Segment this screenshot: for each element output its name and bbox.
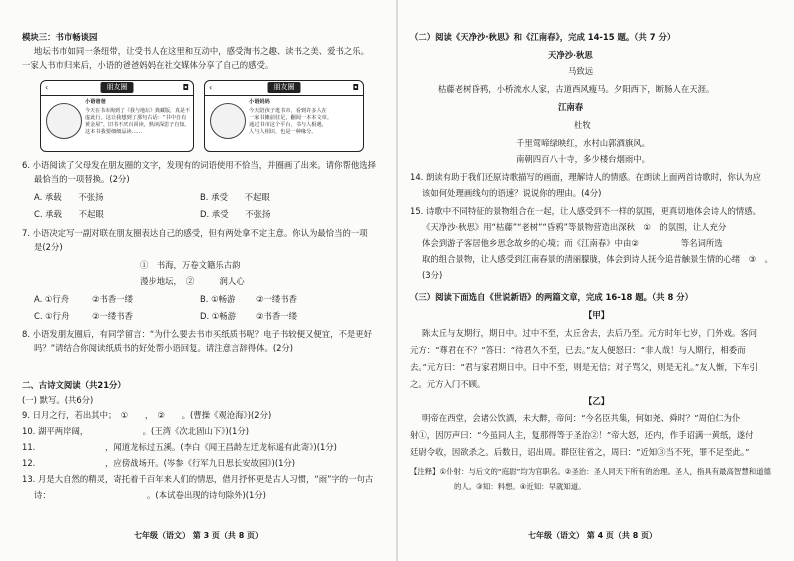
card-author: 小语妈妈	[249, 99, 270, 105]
poem2-author: 杜牧	[574, 120, 591, 130]
passage-yi-line: 明帝在西堂，会诸公饮酒，未大醉，帝问：“今名臣共集，何如尧、舜时？”周伯仁为仆	[422, 413, 741, 423]
card-line: 一家书摊前驻足，翻阅一本本文章。	[249, 115, 333, 121]
poem1-body: 枯藤老树昏鸦，小桥流水人家，古道西风瘦马。夕阳西下，断肠人在天涯。	[438, 84, 715, 94]
q7-option-d1: D. ①畅游	[200, 311, 237, 321]
back-arrow-icon: ‹	[209, 83, 213, 92]
back-arrow-icon: ‹	[45, 83, 49, 92]
moments-card-mom	[204, 80, 364, 152]
q7-stem: 7. 小语决定写一副对联在朋友圈表达自己的感受，但有两处拿不定主意。你认为最恰当的一项	[22, 228, 368, 238]
page-footer: 七年级（语文） 第 3 页（共 8 页）	[134, 531, 264, 540]
module-title: 模块三：书市畅谈园	[22, 32, 98, 42]
intro-line-1: 地坛书市如同一条纽带，让受书人在这里和互动中，感受淘书之趣、读书之美、爱书之乐。	[34, 46, 369, 56]
passage-jia-line: 去。”元方曰：“君与家君期日中。日中不至，则是无信；对子骂父，则是无礼。”友人惭，下车引	[410, 362, 758, 372]
annotation-line-1: 【注释】①仆射：与后文的“庭尉”均为官职名。②圣治：圣人同天下所有的治理。圣人，指具有最高智慧和道德	[410, 467, 771, 476]
card-line: 通过书市这个平台，书与人相遇，	[249, 122, 327, 128]
q6-option-d: D. 承受 不张扬	[200, 209, 271, 219]
card-title: 朋友圈	[268, 82, 301, 93]
subsection2-title: （二）阅读《天净沙·秋思》和《江南春》，完成 14-15 题。（共 7 分）	[410, 32, 676, 42]
avatar-mom	[210, 103, 246, 139]
passage-jia-label: 【甲】	[584, 310, 610, 320]
q7-option-b1: B. ①畅游	[200, 294, 236, 304]
card-author: 小语爸爸	[85, 99, 106, 105]
passage-jia-line: 之。元方入门不顾。	[410, 379, 486, 389]
q15-line-3: 体会到游子客居他乡思念故乡的心境；而《江南春》中由② 等名词所选	[422, 238, 723, 248]
q8-stem-2: 吗？”请结合你阅读纸质书的好处帮小语回复。请注意言辞得体。(2分)	[34, 343, 294, 353]
card-line: 这本书我要细细品读……	[85, 129, 143, 135]
subsection3-title: （三）阅读下面选自《世说新语》的两篇文章，完成 16-18 题。（共 8 分）	[410, 292, 693, 302]
page-footer: 七年级（语文） 第 4 页（共 8 页）	[528, 531, 658, 540]
moments-card-dad	[40, 80, 194, 152]
q15-stem: 15. 诗歌中不同特征的景物组合在一起，让人感受到不一样的氛围，更真切地体会诗人的情感。	[410, 206, 761, 216]
right-page	[398, 0, 794, 561]
poem1-title: 天净沙·秋思	[548, 50, 593, 60]
section2-title: 二、古诗文阅读（共21分）	[22, 380, 126, 390]
q7-option-b2: ②一缕书香	[256, 294, 298, 304]
q15-line-5: (3分)	[422, 270, 443, 280]
card-line: 今天陪孩子逛书市，看到许多人在	[249, 108, 327, 114]
card-title: 朋友圈	[101, 82, 134, 93]
q13-stem: 13. 月是大自然的精灵，寄托着千百年来人们的情思，借月抒怀更是古人习惯，“雨”字的一句古	[22, 474, 374, 484]
q6-option-c: C. 承载 不起眼	[34, 209, 104, 219]
passage-yi-line: 射①，因厉声曰：“今虽同人主，复那得等于圣治②！”帝大怒，还内，作手诏满一黄纸，遂付	[410, 430, 754, 440]
intro-line-2: 一家人书市归来后，小语的爸爸妈妈在社交媒体分享了自己的感受。	[22, 60, 274, 70]
section2-subtitle: (一) 默写。(共6分)	[22, 395, 94, 405]
poem2-title: 江南春	[558, 102, 584, 112]
q6-option-a: A. 承载 不张扬	[34, 192, 104, 202]
q14-stem: 14. 朗读有助于我们还原诗歌描写的画面，理解诗人的情感。在朗读上面两首诗歌时，你认为应	[410, 172, 761, 182]
q7-option-a2: ②书香一缕	[92, 294, 134, 304]
card-line: 人与人相识，也是一种缘分。	[249, 129, 317, 135]
q12: 12. ，应傍战场开。(岑参《行军九日思长安故园》)(1分)	[22, 458, 296, 468]
q7-option-d2: ②书香一缕	[256, 311, 298, 321]
q6-option-b: B. 承受 不起眼	[200, 192, 270, 202]
q7-option-a1: A. ①行舟	[34, 294, 70, 304]
poem1-author: 马致远	[568, 66, 594, 76]
card-line: 虚此行。这让我想到了那句古话：“书中自有	[85, 115, 187, 121]
q7-option-c2: ②一缕书香	[92, 311, 134, 321]
avatar-dad	[46, 103, 82, 139]
passage-jia-line: 陈太丘与友期行，期日中。过中不至，太丘舍去，去后乃至。元方时年七岁，门外戏。客问	[422, 328, 757, 338]
q7-option-c1: C. ①行舟	[34, 311, 70, 321]
left-page	[0, 0, 396, 561]
q14-stem-2: 该如何处理画线句的语速？说说你的理由。(4分)	[422, 188, 602, 198]
annotation-line-2: 的人。③知：料想。④近知：早就知道。	[454, 482, 586, 491]
q6-stem-2: 最恰当的一项替换。(2分)	[34, 174, 130, 184]
q13-stem-2: 诗： 。(本试卷出现的诗句除外)(1分)	[34, 490, 266, 500]
q10: 10. 湖平两岸阔， 。(王湾《次北固山下》)(1分)	[22, 426, 249, 436]
q6-stem: 6. 小语阅读了父母发在朋友圈的文字，发现有的词语使用不恰当，并圈画了出来。请你帮他选择	[22, 160, 377, 170]
passage-jia-line: 元方：“尊君在不？”答曰：“待君久不至，已去。”友人便怒曰：“非人哉！与人期行，相委而	[410, 345, 746, 355]
q15-line-4: 取的组合景物，让人感受到江南春景的清丽朦胧，体会到诗人抚今追昔触景生情的心绪 ③ 。	[422, 254, 773, 264]
q15-line-2: 《天净沙·秋思》用“枯藤”“老树”“昏鸦”等景物营造出深秋 ① 的氛围，让人充分	[422, 222, 727, 232]
poem2-line1: 千里莺啼绿映红，水村山郭酒旗风。	[516, 138, 650, 148]
card-line: 今天在书市淘到了《我与地坛》典藏版，真是不	[85, 108, 191, 114]
couplet-lower: 漫步地坛， ② 润人心	[140, 276, 245, 286]
camera-icon: ◘	[182, 83, 189, 92]
passage-yi-label: 【乙】	[584, 396, 610, 406]
q7-stem-2: 是(2分)	[34, 242, 63, 252]
camera-icon: ◘	[352, 83, 359, 92]
poem2-line2: 南朝四百八十寺，多少楼台烟雨中。	[516, 154, 650, 164]
q8-stem: 8. 小语发朋友圈后，有同学留言：“为什么要去书市买纸质书呢？电子书较便又便宜，不是更好	[22, 329, 372, 339]
q11: 11. ，闻道龙标过五溪。(李白《闻王昌龄左迁龙标遥有此寄》)(1分)	[22, 442, 337, 452]
card-line: 黄金屋”。旧书不厌百回读，熟读深思子自知。	[85, 122, 190, 128]
couplet-upper: ① 书海，万卷文籍乐古韵	[140, 260, 241, 270]
q9: 9. 日月之行，若出其中； ① ， ② 。(曹操《观沧海》)(2分)	[22, 410, 272, 420]
passage-yi-line: 廷尉令收，因欲杀之。后数日，诏出周。群臣往省之，周曰：“近知③当不死，罪不足至此。”	[410, 447, 750, 457]
